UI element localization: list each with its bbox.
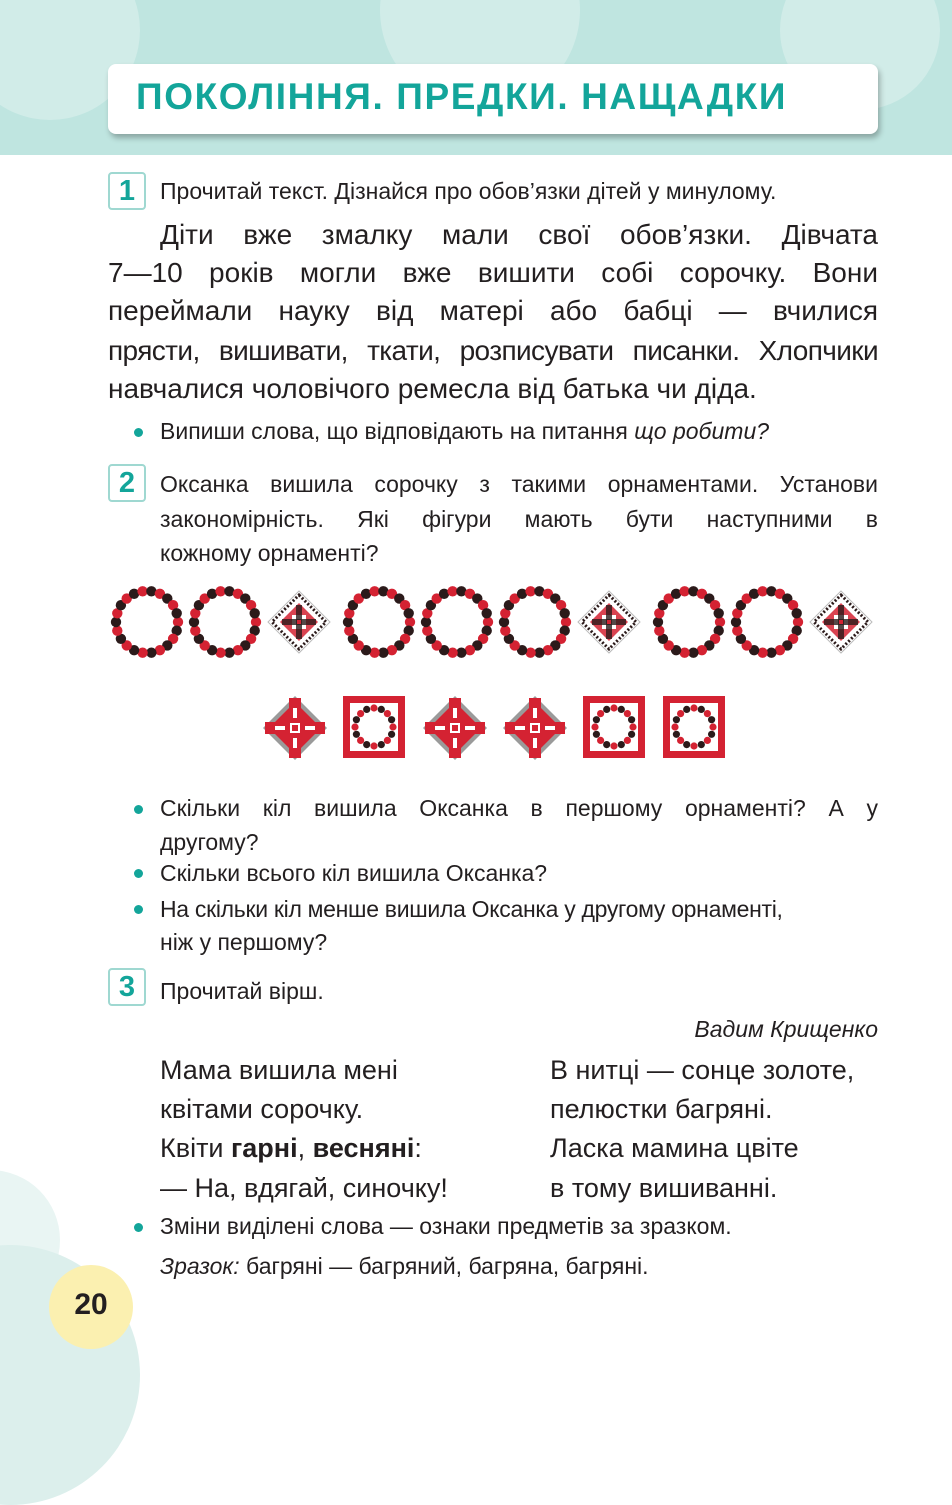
poem-line: пелюстки багряні.: [550, 1094, 773, 1124]
task-number-2: 2: [108, 464, 146, 502]
poem-author: Вадим Крищенко: [694, 1016, 878, 1042]
poem-text: :: [414, 1133, 422, 1163]
poem-line: Ласка мамина цвіте: [550, 1133, 799, 1163]
ornament-circle-icon: [730, 585, 804, 664]
bullet-icon: [134, 805, 143, 814]
task-number-3: 3: [108, 968, 146, 1006]
ornament-cross-icon: [421, 694, 489, 762]
example-label: Зразок:: [160, 1253, 240, 1279]
poem-line: квітами сорочку.: [160, 1094, 364, 1124]
ornament-circle-icon: [342, 585, 416, 664]
poem-line: В нитці — сонце золоте,: [550, 1055, 855, 1085]
bullet-icon: [134, 1223, 143, 1232]
task3-bullet: Зміни виділені слова — ознаки предметів за зразком.: [160, 1213, 732, 1239]
ornament-square-circle-icon: [581, 694, 649, 762]
task2-question: Скільки всього кіл вишила Оксанка?: [160, 860, 548, 886]
poem-line: в тому вишиванні.: [550, 1173, 778, 1203]
ornament-circle-icon: [652, 585, 726, 664]
ornament-circle-icon: [188, 585, 262, 664]
ornament-circle-icon: [498, 585, 572, 664]
bullet-icon: [134, 905, 143, 914]
example-text: багряні — багряний, багряна, багряні.: [239, 1253, 649, 1279]
ornament-diamond-icon: [266, 589, 332, 660]
bullet-icon: [134, 869, 143, 878]
task1-bullet-text: Випиши слова, що відповідають на питання: [160, 418, 635, 444]
task1-instruction: Прочитай текст. Дізнайся про обов’язки дітей у минулому.: [160, 178, 777, 204]
task2-question: На скільки кіл менше вишила Оксанка у другому орнаменті,: [160, 896, 783, 922]
task-number-1: 1: [108, 172, 146, 210]
task1-text-line: Діти вже змалку мали свої обов’язки. Дівчата: [160, 219, 878, 250]
page-number: 20: [74, 1288, 108, 1321]
task2-instruction-line: Оксанка вишила сорочку з такими орнаментами. Установи: [160, 471, 878, 497]
task2-instruction-line: кожному орнаменті?: [160, 540, 379, 566]
ornament-square-circle-icon: [341, 694, 409, 762]
ornament-cross-icon: [261, 694, 329, 762]
task1-bullet: [160, 418, 769, 445]
poem-line: — На, вдягай, синочку!: [160, 1173, 448, 1203]
highlighted-word: весняні: [312, 1133, 415, 1163]
task1-text-line: прясти, вишивати, ткати, розписувати писанки. Хлопчики: [108, 335, 878, 366]
poem-line: [160, 1133, 422, 1164]
ornament-square-circle-icon: [661, 694, 729, 762]
title-box: [108, 64, 878, 134]
ornament-diamond-icon: [576, 589, 642, 660]
task3-example: [160, 1253, 649, 1280]
task1-text-line: 7—10 років могли вже вишити собі сорочку. Вони: [108, 257, 878, 288]
poem-text: ,: [297, 1133, 313, 1163]
poem-text: Квіти: [160, 1133, 232, 1163]
ornament-circle-icon: [110, 585, 184, 664]
task2-question: другому?: [160, 829, 259, 855]
highlighted-word: гарні: [231, 1133, 298, 1163]
task2-question: ніж у першому?: [160, 929, 328, 955]
bullet-icon: [134, 428, 143, 437]
ornament-diamond-icon: [808, 589, 874, 660]
task1-text-line: навчалися чоловічого ремесла від батька чи діда.: [108, 373, 757, 404]
task3-instruction: Прочитай вірш.: [160, 978, 324, 1004]
task2-question: Скільки кіл вишила Оксанка в першому орнаменті? А у: [160, 795, 878, 821]
task1-bullet-question: що робити?: [634, 418, 770, 444]
ornament-cross-icon: [501, 694, 569, 762]
ornament-circle-icon: [420, 585, 494, 664]
task2-instruction-line: закономірність. Які фігури мають бути наступними в: [160, 506, 878, 532]
page-title: ПОКОЛІННЯ. ПРЕДКИ. НАЩАДКИ: [136, 76, 788, 117]
poem-line: Мама вишила мені: [160, 1055, 398, 1085]
task1-text-line: переймали науку від матері або бабці — вчилися: [108, 295, 878, 326]
